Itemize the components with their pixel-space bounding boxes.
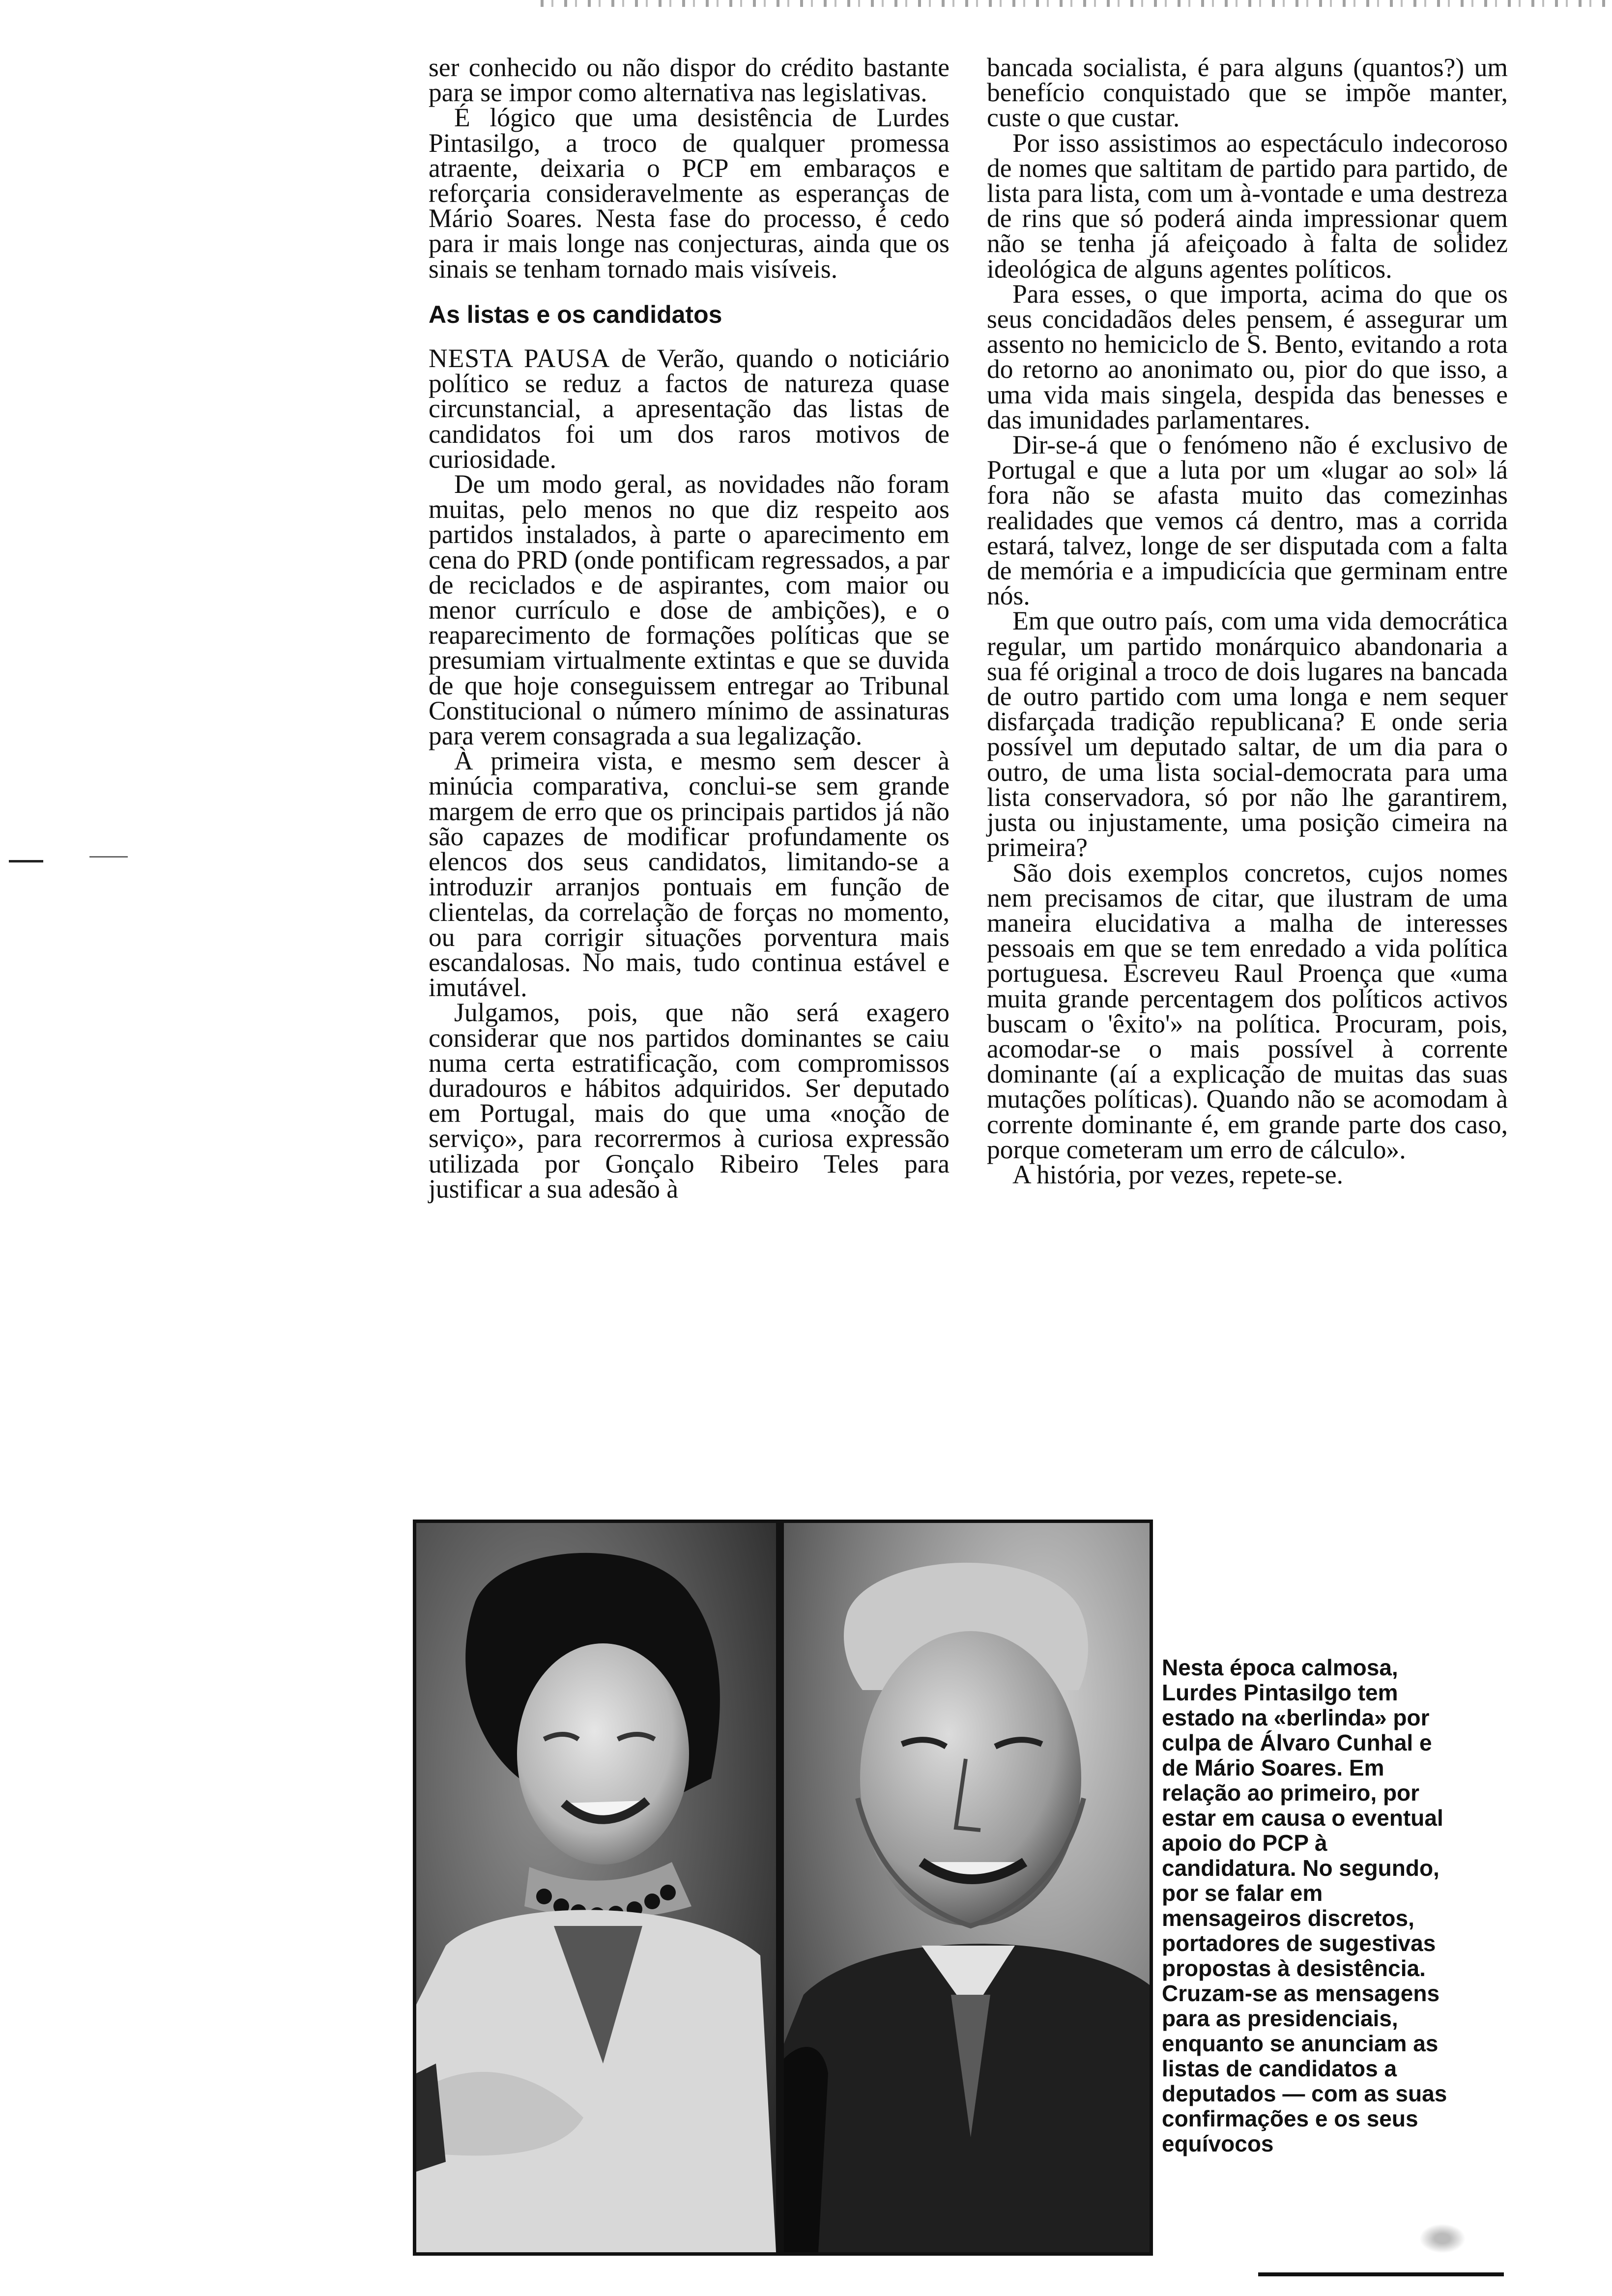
caption-line: propostas à desistência. <box>1162 1955 1426 1981</box>
article-paragraph: ser conhecido ou não dispor do crédito bastante para se impor como alternativa nas legislativas. <box>429 53 950 108</box>
portrait-mario-soares <box>784 1523 1150 2252</box>
caption-line: culpa de Álvaro Cunhal e <box>1162 1730 1432 1755</box>
article-paragraph: À primeira vista, e mesmo sem descer à minúcia comparativa, conclui-se sem grande margem de erro que os principais partidos já não são capazes de modificar profundamente os elencos dos seus candidatos, limitando-se a introduzir arranjos pontuais em função de clientelas, da correlação de forças no momento, ou para corrigir situações porventura mais escandalosas. No mais, tudo continua estável e imutável. <box>429 746 950 1003</box>
article-paragraph: São dois exemplos concretos, cujos nomes nem precisamos de citar, que ilustram de uma maneira elucidativa a malha de interesses pessoais em que se tem enredado a vida política portuguesa. Escreveu Raul Proença que «uma muita grande percentagem dos políticos activos buscam o 'êxito'» na política. Procuram, pois, acomodar-se o mais possível à corrente dominante (aí a explicação de muitas das suas mutações políticas). Quando não se acomodam à corrente dominante é, em grande parte dos caso, porque cometeram um erro de cálculo». <box>987 858 1508 1164</box>
article-paragraph: De um modo geral, as novidades não foram muitas, pelo menos no que diz respeito aos partidos instalados, à parte o aparecimento em cena do PRD (onde pontificam regressados, a par de reciclados e de aspirantes, com maior ou menor currículo e dose de ambições), e o reaparecimento de formações políticas que se presumiam virtualmente extintas e que se duvida de que hoje conseguissem entregar ao Tribunal Constitucional o número mínimo de assinaturas para verem consagrada a sua legalização. <box>429 469 950 751</box>
caption-line: equívocos <box>1162 2131 1274 2156</box>
caption-line: estado na «berlinda» por <box>1162 1705 1430 1730</box>
portrait-lurdes-pintasilgo <box>416 1523 776 2252</box>
caption-line: estar em causa o eventual <box>1162 1805 1443 1831</box>
lead-paragraph <box>429 346 950 472</box>
caption-line: deputados — com as suas <box>1162 2081 1447 2106</box>
photo-caption <box>1162 1655 1486 2156</box>
caption-line: relação ao primeiro, por <box>1162 1780 1420 1806</box>
caption-line: enquanto se anunciam as <box>1162 2031 1439 2056</box>
article-paragraph: bancada socialista, é para alguns (quantos?) um benefício conquistado que se impõe manter, custe o que custar. <box>987 53 1508 133</box>
caption-line: listas de candidatos a <box>1162 2056 1397 2081</box>
lead-paragraph-text: de Verão, quando o noticiário político se reduz a factos de natureza quase circunstancial, a apresentação das listas de candidatos foi um dos raros motivos de curiosidade. <box>429 344 950 474</box>
man-portrait-image <box>784 1523 1150 2252</box>
caption-line: mensageiros discretos, <box>1162 1905 1414 1931</box>
woman-portrait-image <box>416 1523 776 2252</box>
caption-line: apoio do PCP à <box>1162 1830 1327 1856</box>
article-paragraph: Dir-se-á que o fenómeno não é exclusivo de Portugal e que a luta por um «lugar ao sol» lá fora não se afasta muito das comezinhas realidades que vemos cá dentro, mas a corrida estará, talvez, longe de ser disputada com a falta de memória e a impudicícia que germinam entre nós. <box>987 430 1508 611</box>
caption-line: para as presidenciais, <box>1162 2006 1398 2031</box>
article-paragraph: Para esses, o que importa, acima do que os seus concidadãos deles pensem, é assegurar um assento no hemiciclo de S. Bento, evitando a rota do retorno ao anonimato ou, pior do que isso, a uma vida mais singela, despida das benesses e das imunidades parlamentares. <box>987 279 1508 434</box>
caption-line: por se falar em <box>1162 1880 1323 1906</box>
margin-dash <box>89 856 128 858</box>
article-right-column <box>987 55 1508 1187</box>
caption-line: candidatura. No segundo, <box>1162 1855 1439 1881</box>
caption-line: Lurdes Pintasilgo tem <box>1162 1680 1398 1705</box>
caption-line: portadores de sugestivas <box>1162 1930 1436 1956</box>
caption-line: de Mário Soares. Em <box>1162 1755 1384 1780</box>
scan-smudge <box>1415 2221 1469 2256</box>
article-paragraph: É lógico que uma desistência de Lurdes Pintasilgo, a troco de qualquer promessa atraente, deixaria o PCP em embaraços e reforçaria consideravelmente as esperanças de Mário Soares. Nesta fase do processo, é cedo para ir mais longe nas conjecturas, ainda que os sinais se tenham tornado mais visíveis. <box>429 103 950 284</box>
lead-in-caps: NESTA PAUSA <box>429 344 610 373</box>
article-paragraph: A história, por vezes, repete-se. <box>1012 1159 1343 1189</box>
caption-line: confirmações e os seus <box>1162 2106 1418 2131</box>
bottom-rule <box>1258 2272 1504 2276</box>
photo <box>413 1520 1153 2256</box>
margin-dash <box>9 860 43 862</box>
caption-line: Cruzam-se as mensagens <box>1162 1980 1440 2006</box>
article-paragraph: Em que outro país, com uma vida democrática regular, um partido monárquico abandonaria a sua fé original a troco de dois lugares na bancada de outro partido com uma longa e nem sequer disfarçada tradição republicana? E onde seria possível um deputado saltar, de um dia para o outro, de uma lista social-democrata para uma lista conservadora, só por não lhe garantirem, justa ou injustamente, uma posição cimeira na primeira? <box>987 606 1508 862</box>
article-paragraph: Julgamos, pois, que não será exagero considerar que nos partidos dominantes se caiu numa certa estratificação, com compromissos duradouros e hábitos adquiridos. Ser deputado em Portugal, mais do que uma «noção de serviço», para recorrermos à curiosa expressão utilizada por Gonçalo Ribeiro Teles para justificar a sua adesão à <box>429 998 950 1204</box>
scan-top-edge-noise <box>541 0 1612 7</box>
caption-line: Nesta época calmosa, <box>1162 1655 1398 1680</box>
section-subheading: As listas e os candidatos <box>429 300 722 328</box>
article-left-column <box>429 55 950 1202</box>
article-paragraph: Por isso assistimos ao espectáculo indecoroso de nomes que saltitam de partido para partido, de lista para lista, com um à-vontade e uma destreza de rins que só poderá ainda impressionar quem não se tenha já afeiçoado à falta de solidez ideológica de alguns agentes políticos. <box>987 128 1508 284</box>
